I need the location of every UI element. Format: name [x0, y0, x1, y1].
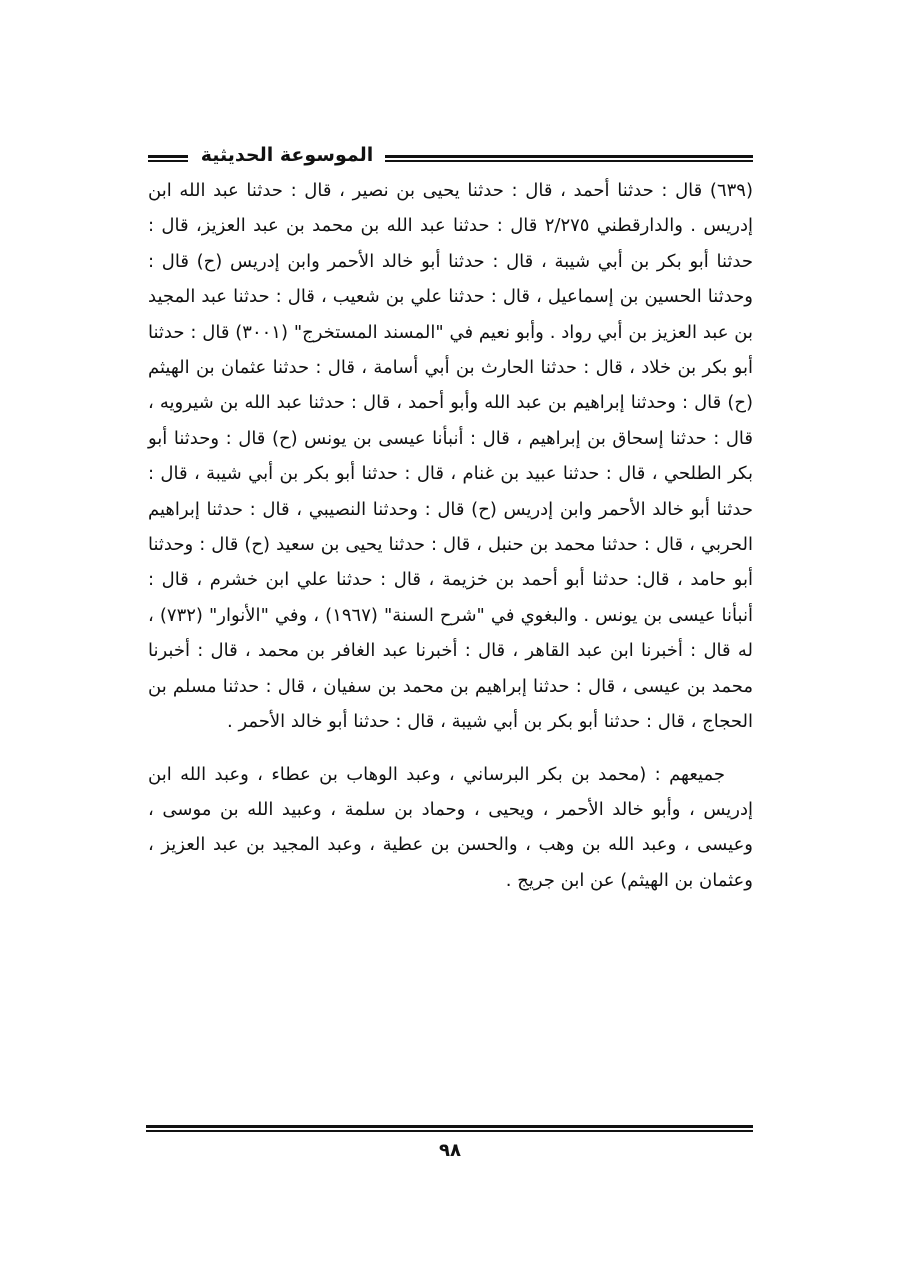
body-text	[148, 173, 753, 898]
page-header	[148, 140, 753, 174]
paragraph-summary: جميعهم : (محمد بن بكر البرساني ، وعبد الوهاب بن عطاء ، وعبد الله ابن إدريس ، وأبو خالد الأحمر ، ويحيى ، وحماد بن سلمة ، وعبيد الله بن موسى ، وعيسى ، وعبد الله بن وهب ، والحسن بن عطية ، وعبد المجيد بن عبد العزيز ، وعثمان بن الهيثم) عن ابن جريج .	[148, 763, 753, 891]
header-rule-right	[385, 155, 753, 162]
header-rule-left	[148, 155, 188, 162]
footer-rule	[146, 1125, 753, 1132]
page-number: ٩٨	[439, 1140, 461, 1161]
paragraph-isnad: (٦٣٩) قال : حدثنا أحمد ، قال : حدثنا يحيى بن نصير ، قال : حدثنا عبد الله ابن إدريس . والدارقطني ٢/٢٧٥ قال : حدثنا عبد الله بن محمد بن عبد العزيز، قال : حدثنا أبو بكر بن أبي شيبة ، قال : حدثنا أبو خالد الأحمر وابن إدريس (ح) قال : وحدثنا الحسين بن إسماعيل ، قال : حدثنا علي بن شعيب ، قال : حدثنا عبد المجيد بن عبد العزيز بن أبي رواد . وأبو نعيم في "المسند المستخرج" (٣٠٠١) قال : حدثنا أبو بكر بن خلاد ، قال : حدثنا الحارث بن أبي أسامة ، قال : حدثنا عثمان بن الهيثم (ح) قال : وحدثنا إبراهيم بن عبد الله وأبو أحمد ، قال : حدثنا عبد الله بن شيرويه ، قال : حدثنا إسحاق بن إبراهيم ، قال : أنبأنا عيسى بن يونس (ح) قال : وحدثنا أبو بكر الطلحي ، قال : حدثنا عبيد بن غنام ، قال : حدثنا أبو بكر بن أبي شيبة ، قال : حدثنا أبو خالد الأحمر وابن إدريس (ح) قال : وحدثنا النصيبي ، قال : حدثنا إبراهيم الحربي ، قال : حدثنا محمد بن حنبل ، قال : حدثنا يحيى بن سعيد (ح) قال : وحدثنا أبو حامد ، قال: حدثنا أبو أحمد بن خزيمة ، قال : حدثنا علي ابن خشرم ، قال : أنبأنا عيسى بن يونس . والبغوي في "شرح السنة" (١٩٦٧) ، وفي "الأنوار" (٧٣٢) ، له قال : أخبرنا ابن عبد القاهر ، قال : أخبرنا عبد الغافر بن محمد ، قال : أخبرنا محمد بن عيسى ، قال : حدثنا إبراهيم بن محمد بن سفيان ، قال : حدثنا مسلم بن الحجاج ، قال : حدثنا أبو بكر بن أبي شيبة ، قال : حدثنا أبو خالد الأحمر .	[148, 180, 754, 733]
running-title: الموسوعة الحديثية	[200, 144, 374, 166]
